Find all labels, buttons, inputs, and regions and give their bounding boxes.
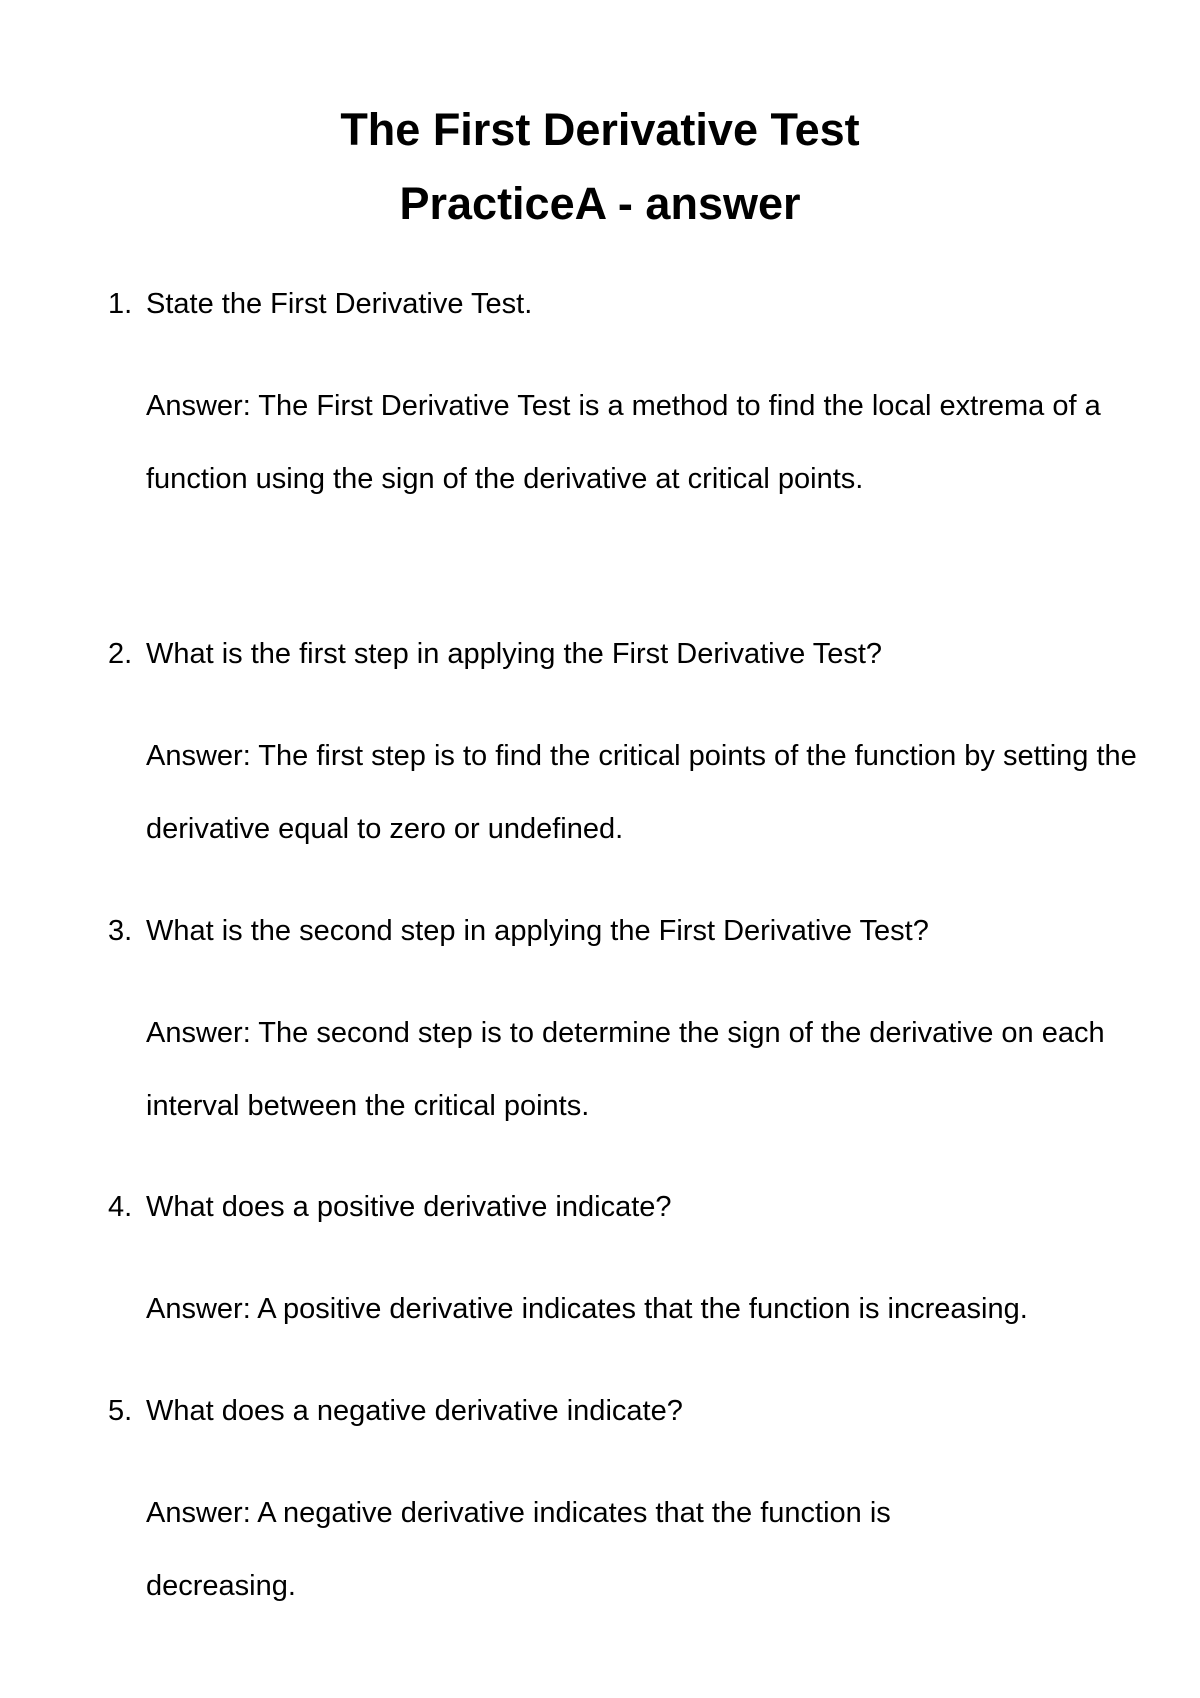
question-number: 4. [108,1191,133,1223]
question-text: State the First Derivative Test. [146,288,533,320]
question-3 [108,917,929,946]
question-text: What does a negative derivative indicate? [146,1395,683,1427]
question-4 [108,1193,672,1222]
answer-2: Answer: The first step is to find the critical points of the function by setting the derivative equal to zero or undefined. [146,740,1137,845]
document-title-line2: PracticeA - answer [399,178,801,229]
answer-4: Answer: A positive derivative indicates that the function is increasing. [146,1293,1028,1325]
question-text: What does a positive derivative indicate? [146,1191,672,1223]
question-1 [108,290,532,319]
question-number: 5. [108,1395,133,1427]
answer-5: Answer: A negative derivative indicates that the function is decreasing. [146,1497,891,1602]
question-number: 3. [108,915,133,947]
question-2 [108,640,882,669]
question-number: 2. [108,638,133,670]
answer-1: Answer: The First Derivative Test is a method to find the local extrema of a function using the sign of the derivative at critical points. [146,390,1101,495]
question-text: What is the first step in applying the First Derivative Test? [146,638,883,670]
document-title-line1: The First Derivative Test [340,104,860,155]
answer-3: Answer: The second step is to determine the sign of the derivative on each interval between the critical points. [146,1017,1105,1122]
question-text: What is the second step in applying the First Derivative Test? [146,915,929,947]
question-5 [108,1397,683,1426]
question-number: 1. [108,288,133,320]
